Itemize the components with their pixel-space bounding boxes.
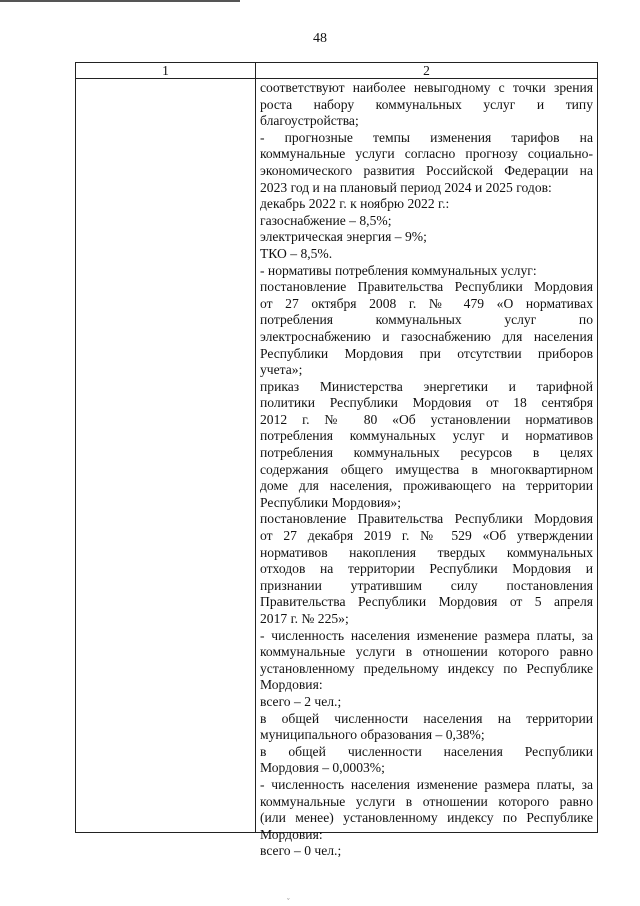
- text-line: 2023 год и на плановый период 2024 и 2025 годов:: [260, 179, 552, 195]
- text-line: ТКО – 8,5%.: [260, 245, 333, 261]
- text-line: от 27 декабря 2019 г. № 529 «Об утверждении: [260, 528, 593, 544]
- text-line: благоустройства;: [260, 113, 359, 129]
- text-line: Мордовия – 0,0003%;: [260, 760, 385, 776]
- text-line: учета»;: [260, 362, 303, 378]
- page-number: 48: [313, 31, 327, 46]
- text-line: Мордовия:: [260, 826, 323, 842]
- text-line: коммунальные услуги в отношении которого равно: [260, 644, 593, 660]
- text-line: - нормативы потребления коммунальных услуг:: [260, 262, 537, 278]
- text-line: коммунальные услуги в отношении которого равно: [260, 793, 593, 809]
- text-line: (или менее) установленному индексу по Республике: [260, 810, 593, 826]
- table-header-row: [76, 63, 598, 79]
- text-line: соответствуют наиболее невыгодному с точки зрения: [260, 80, 593, 95]
- column-header-2: 2: [256, 63, 598, 79]
- text-line: приказ Министерства энергетики и тарифной: [260, 378, 593, 394]
- column-header-1: 1: [76, 63, 256, 79]
- text-line: установленному предельному индексу по Республике: [260, 660, 593, 676]
- text-line: - численность населения изменение размера платы, за: [260, 627, 593, 643]
- text-line: постановление Правительства Республики Мордовия: [260, 511, 593, 527]
- text-line: в общей численности населения на территории: [260, 710, 593, 726]
- text-line: роста набору коммунальных услуг и типу: [260, 96, 593, 112]
- document-table: [75, 62, 598, 859]
- text-line: отходов на территории Республики Мордовия и: [260, 561, 593, 577]
- table-row: [76, 79, 598, 833]
- text-line: декабрь 2022 г. к ноябрю 2022 г.:: [260, 196, 450, 212]
- column-1-cell: [76, 79, 256, 833]
- text-line: постановление Правительства Республики Мордовия: [260, 279, 593, 295]
- text-line: Республики Мордовия»;: [260, 494, 401, 510]
- top-edge-rule: [0, 0, 240, 2]
- text-line: электроснабжению и газоснабжению для населения: [260, 328, 593, 344]
- column-2-cell: [256, 79, 598, 859]
- text-line: газоснабжение – 8,5%;: [260, 212, 392, 228]
- text-line: муниципального образования – 0,38%;: [260, 727, 485, 743]
- text-line: нормативов накопления твердых коммунальных: [260, 544, 593, 560]
- text-line: всего – 0 чел.;: [260, 843, 342, 859]
- text-line: признании утратившим силу постановления: [260, 577, 593, 593]
- text-line: в общей численности населения Республики: [260, 743, 593, 759]
- text-line: - прогнозные темпы изменения тарифов на: [260, 129, 593, 145]
- text-line: Правительства Республики Мордовия от 5 апреля: [260, 594, 593, 610]
- text-line: Мордовия:: [260, 677, 323, 693]
- text-line: 2017 г. № 225»;: [260, 611, 349, 626]
- text-line: коммунальные услуги согласно прогнозу социально-: [260, 146, 593, 162]
- text-line: содержания общего имущества в многоквартирном: [260, 461, 593, 477]
- text-line: потребления коммунальных ресурсов в целях: [260, 445, 593, 461]
- text-line: от 27 октября 2008 г. № 479 «О нормативах: [260, 295, 593, 311]
- text-line: всего – 2 чел.;: [260, 693, 342, 709]
- text-line: электрическая энергия – 9%;: [260, 229, 427, 245]
- text-line: доме для населения, проживающего на территории: [260, 478, 593, 494]
- text-line: 2012 г. № 80 «Об установлении нормативов: [260, 411, 593, 427]
- text-line: политики Республики Мордовия от 18 сентября: [260, 395, 593, 411]
- scan-mark: ˇ: [287, 897, 290, 906]
- text-line: потребления коммунальных услуг и нормативов: [260, 428, 593, 444]
- text-line: - численность населения изменение размера платы, за: [260, 776, 593, 792]
- text-line: экономического развития Российской Федерации на: [260, 162, 593, 178]
- cell-text-block: [256, 79, 597, 859]
- text-line: Республики Мордовия при отсутствии приборов: [260, 345, 593, 361]
- text-line: потребления коммунальных услуг по: [260, 312, 593, 328]
